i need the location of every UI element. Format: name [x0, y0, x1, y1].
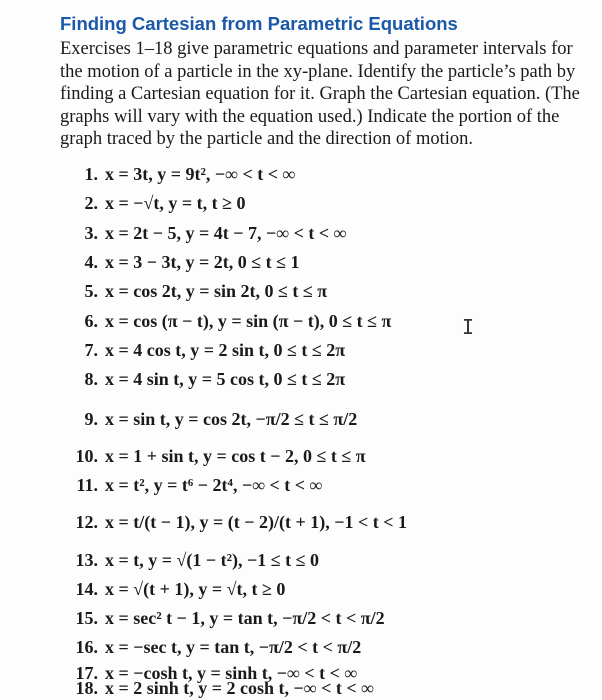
- instructions-paragraph: Exercises 1–18 give parametric equations and parameter intervals for the motion of a particle in the xy-plane. Identify the particle’s path by finding a Cartesian equation for it. Graph the Cartesian equation. (The graphs will vary with the equation used.) Indicate the portion of the graph traced by the particle and the direction of motion.: [60, 39, 580, 150]
- exercise-number: 6.: [84, 311, 98, 331]
- exercise-equation: x = 4 cos t, y = 2 sin t, 0 ≤ t ≤ 2π: [105, 340, 346, 360]
- exercise-number: 9.: [84, 409, 98, 429]
- exercise-13: [60, 545, 590, 575]
- exercise-18: [60, 676, 590, 700]
- exercise-equation: x = cos 2t, y = sin 2t, 0 ≤ t ≤ π: [105, 281, 328, 301]
- exercise-equation: x = 2t − 5, y = 4t − 7, −∞ < t < ∞: [105, 223, 347, 243]
- exercise-number: 17.: [75, 663, 98, 683]
- exercise-number: 15.: [75, 608, 98, 628]
- exercise-equation: x = sin t, y = cos 2t, −π/2 ≤ t ≤ π/2: [105, 409, 358, 429]
- exercise-4: [60, 247, 590, 277]
- exercise-number: 10.: [75, 446, 98, 466]
- exercise-equation: x = t, y = √(1 − t²), −1 ≤ t ≤ 0: [105, 550, 320, 570]
- exercise-number: 16.: [75, 637, 98, 657]
- exercise-equation: x = cos (π − t), y = sin (π − t), 0 ≤ t ≤ π: [105, 311, 392, 331]
- exercise-number: 1.: [84, 164, 98, 184]
- exercise-equation: x = sec² t − 1, y = tan t, −π/2 < t < π/2: [105, 608, 385, 628]
- text-cursor-icon: I: [462, 315, 475, 339]
- exercise-6: [60, 306, 590, 336]
- exercise-equation: x = t², y = t⁶ − 2t⁴, −∞ < t < ∞: [105, 475, 323, 495]
- exercise-number: 13.: [75, 550, 98, 570]
- exercise-9: [60, 399, 590, 439]
- exercise-3: [60, 218, 590, 248]
- exercise-equation: x = 4 sin t, y = 5 cos t, 0 ≤ t ≤ 2π: [105, 369, 346, 389]
- exercise-2: [60, 188, 590, 218]
- exercise-number: 14.: [75, 579, 98, 599]
- exercise-number: 11.: [76, 475, 98, 495]
- exercise-equation: x = −√t, y = t, t ≥ 0: [105, 193, 246, 213]
- exercise-number: 4.: [84, 252, 98, 272]
- exercise-number: 12.: [75, 512, 98, 532]
- exercise-equation: x = 3 − 3t, y = 2t, 0 ≤ t ≤ 1: [105, 252, 300, 272]
- exercise-5: [60, 276, 590, 306]
- section-title: Finding Cartesian from Parametric Equations: [60, 13, 458, 34]
- exercise-15: [60, 603, 590, 633]
- exercise-number: 18.: [75, 678, 98, 698]
- exercise-equation: x = 1 + sin t, y = cos t − 2, 0 ≤ t ≤ π: [105, 446, 366, 466]
- exercise-number: 7.: [84, 340, 98, 360]
- exercise-number: 8.: [84, 369, 98, 389]
- exercise-8: [60, 364, 590, 394]
- exercise-number: 5.: [84, 281, 98, 301]
- exercise-12: [60, 502, 590, 542]
- exercise-equation: x = −cosh t, y = sinh t, −∞ < t < ∞: [105, 663, 358, 683]
- exercise-11: [60, 470, 590, 500]
- exercise-1: [60, 159, 590, 189]
- exercise-10: [60, 441, 590, 471]
- exercise-number: 2.: [84, 193, 98, 213]
- exercise-7: [60, 335, 590, 365]
- exercise-equation: x = 3t, y = 9t², −∞ < t < ∞: [105, 164, 296, 184]
- exercise-equation: x = −sec t, y = tan t, −π/2 < t < π/2: [105, 637, 362, 657]
- exercise-equation: x = 2 sinh t, y = 2 cosh t, −∞ < t < ∞: [105, 678, 374, 698]
- exercise-14: [60, 574, 590, 604]
- exercise-equation: x = √(t + 1), y = √t, t ≥ 0: [105, 579, 286, 599]
- exercise-number: 3.: [84, 223, 98, 243]
- exercise-equation: x = t/(t − 1), y = (t − 2)/(t + 1), −1 < t < 1: [105, 512, 407, 532]
